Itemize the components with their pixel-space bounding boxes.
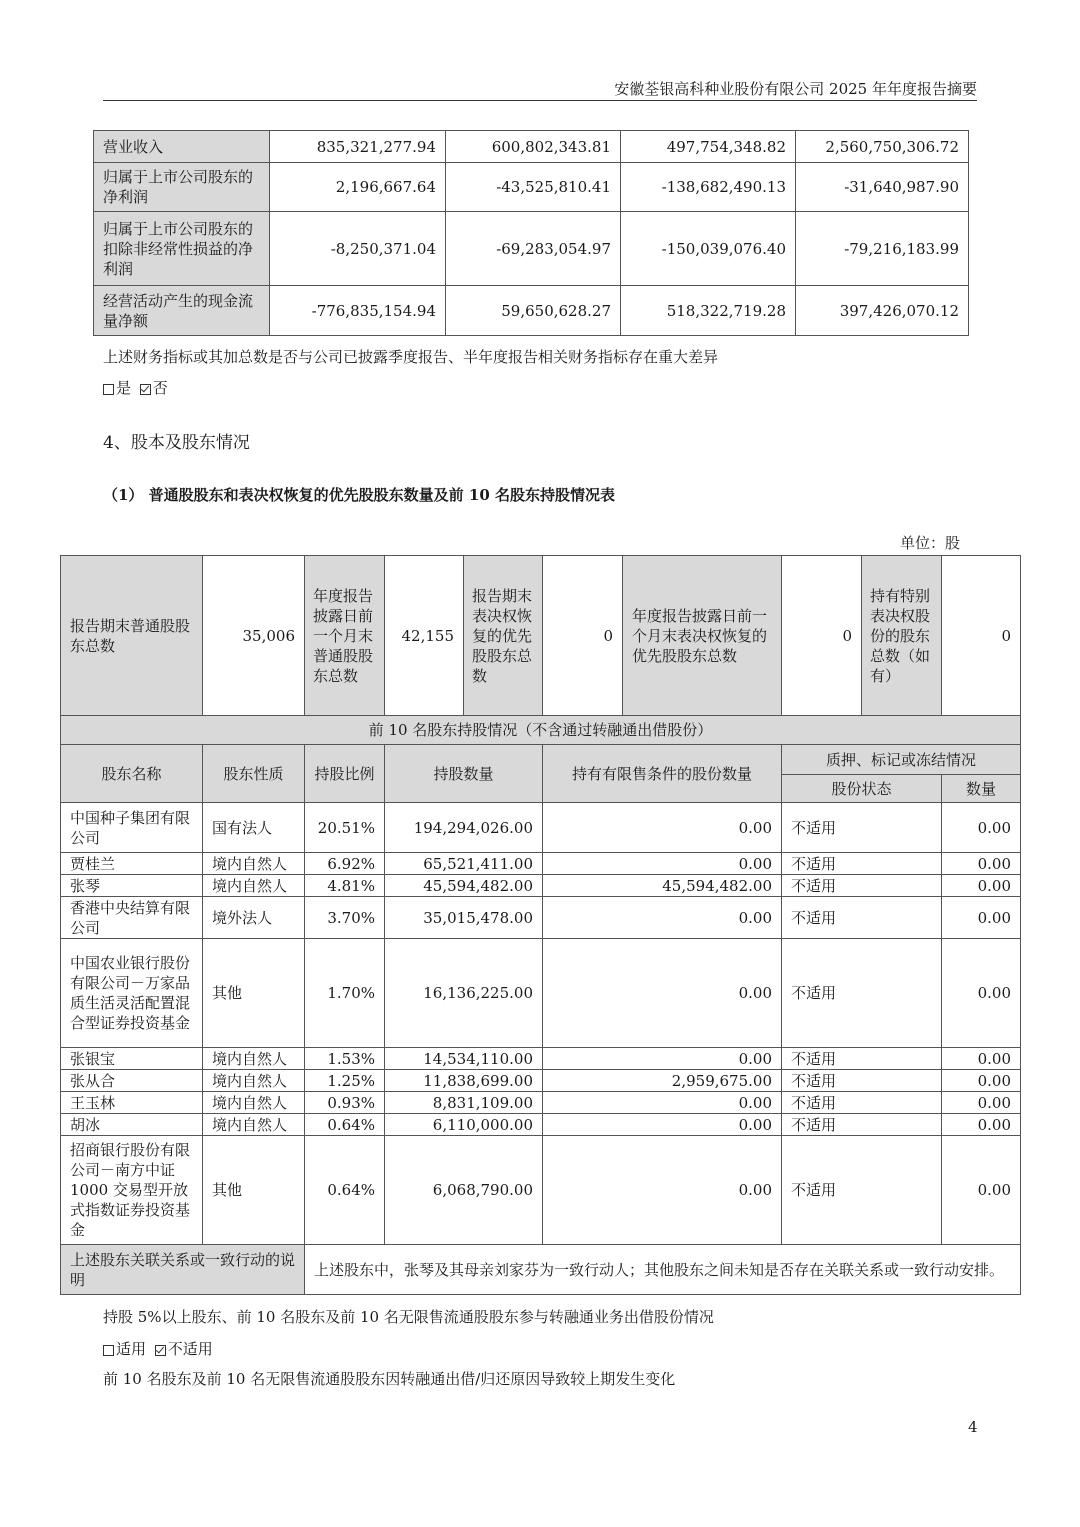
table-row bbox=[94, 212, 969, 286]
applicable-checkbox[interactable] bbox=[103, 1345, 114, 1356]
holding-ratio: 4.81% bbox=[305, 875, 385, 897]
shareholder-name: 香港中央结算有限公司 bbox=[61, 897, 203, 939]
summary-label: 报告期末表决权恢复的优先股股东总数 bbox=[464, 556, 543, 716]
row-label: 归属于上市公司股东的扣除非经常性损益的净利润 bbox=[94, 212, 270, 286]
quarter-value: -776,835,154.94 bbox=[270, 286, 446, 336]
holding-qty: 8,831,109.00 bbox=[385, 1092, 543, 1114]
pledge-amount: 0.00 bbox=[942, 875, 1021, 897]
shareholder-name: 张银宝 bbox=[61, 1048, 203, 1070]
yes-label: 是 bbox=[116, 379, 132, 397]
lending-line1: 持股 5%以上股东、前 10 名股东及前 10 名无限售流通股股东参与转融通业务出借股份情况 bbox=[103, 1308, 714, 1326]
share-status: 不适用 bbox=[782, 939, 942, 1048]
summary-value: 0 bbox=[942, 556, 1021, 716]
share-status: 不适用 bbox=[782, 1070, 942, 1092]
applicable-label: 适用 bbox=[116, 1340, 147, 1358]
top10-title: 前 10 名股东持股情况（不含通过转融通出借股份） bbox=[61, 716, 1021, 745]
quarter-value: -8,250,371.04 bbox=[270, 212, 446, 286]
restricted-qty: 0.00 bbox=[543, 1114, 782, 1136]
restricted-qty: 2,959,675.00 bbox=[543, 1070, 782, 1092]
row-label: 归属于上市公司股东的净利润 bbox=[94, 163, 270, 212]
pledge-amount: 0.00 bbox=[942, 1048, 1021, 1070]
holding-qty: 16,136,225.00 bbox=[385, 939, 543, 1048]
pledge-amount: 0.00 bbox=[942, 1092, 1021, 1114]
restricted-qty: 0.00 bbox=[543, 1048, 782, 1070]
shareholder-nature: 其他 bbox=[203, 1136, 305, 1245]
holding-ratio: 1.53% bbox=[305, 1048, 385, 1070]
table-row bbox=[61, 939, 1021, 1048]
yes-checkbox[interactable] bbox=[103, 384, 114, 395]
header-divider bbox=[103, 100, 977, 101]
pledge-amount: 0.00 bbox=[942, 803, 1021, 853]
lending-options bbox=[103, 1338, 213, 1359]
holding-ratio: 0.64% bbox=[305, 1136, 385, 1245]
shareholder-table bbox=[60, 555, 1021, 1295]
pledge-amount: 0.00 bbox=[942, 1070, 1021, 1092]
shareholder-name: 招商银行股份有限公司－南方中证 1000 交易型开放式指数证券投资基金 bbox=[61, 1136, 203, 1245]
pledge-amount: 0.00 bbox=[942, 1114, 1021, 1136]
share-status: 不适用 bbox=[782, 853, 942, 875]
restricted-qty: 0.00 bbox=[543, 939, 782, 1048]
report-header-title: 安徽荃银高科种业股份有限公司 2025 年年度报告摘要 bbox=[614, 80, 977, 98]
pledge-amount: 0.00 bbox=[942, 897, 1021, 939]
quarter-value: -43,525,810.41 bbox=[446, 163, 621, 212]
shareholder-nature: 境内自然人 bbox=[203, 1114, 305, 1136]
quarterly-financial-table bbox=[93, 130, 969, 336]
page-number: 4 bbox=[968, 1418, 978, 1436]
summary-label: 报告期末普通股股东总数 bbox=[61, 556, 203, 716]
holding-qty: 194,294,026.00 bbox=[385, 803, 543, 853]
holding-qty: 45,594,482.00 bbox=[385, 875, 543, 897]
share-status: 不适用 bbox=[782, 1114, 942, 1136]
row-label: 营业收入 bbox=[94, 131, 270, 163]
header-nature: 股东性质 bbox=[203, 745, 305, 803]
discrepancy-options bbox=[103, 377, 168, 398]
summary-label: 持有特别表决权股份的股东总数（如有） bbox=[862, 556, 942, 716]
share-status: 不适用 bbox=[782, 803, 942, 853]
not-applicable-checkbox[interactable] bbox=[155, 1345, 166, 1356]
share-status: 不适用 bbox=[782, 897, 942, 939]
header-restricted: 持有有限售条件的股份数量 bbox=[543, 745, 782, 803]
quarter-value: 518,322,719.28 bbox=[621, 286, 796, 336]
table-row bbox=[61, 1048, 1021, 1070]
shareholder-name: 中国种子集团有限公司 bbox=[61, 803, 203, 853]
header-row bbox=[61, 745, 1021, 775]
quarter-value: 600,802,343.81 bbox=[446, 131, 621, 163]
share-status: 不适用 bbox=[782, 1136, 942, 1245]
shareholder-nature: 国有法人 bbox=[203, 803, 305, 853]
relation-row bbox=[61, 1245, 1021, 1295]
quarter-value: -69,283,054.97 bbox=[446, 212, 621, 286]
subsection-1-title: （1） 普通股股东和表决权恢复的优先股股东数量及前 10 名股东持股情况表 bbox=[103, 486, 615, 504]
holding-ratio: 1.70% bbox=[305, 939, 385, 1048]
shareholder-nature: 境内自然人 bbox=[203, 875, 305, 897]
shareholder-name: 胡冰 bbox=[61, 1114, 203, 1136]
shareholder-name: 张琴 bbox=[61, 875, 203, 897]
holding-qty: 14,534,110.00 bbox=[385, 1048, 543, 1070]
relation-text: 上述股东中，张琴及其母亲刘家芬为一致行动人；其他股东之间未知是否存在关联关系或一致行动安排。 bbox=[305, 1245, 1021, 1295]
shareholder-nature: 境内自然人 bbox=[203, 1070, 305, 1092]
discrepancy-question: 上述财务指标或其加总数是否与公司已披露季度报告、半年度报告相关财务指标存在重大差异 bbox=[103, 348, 719, 366]
no-label: 否 bbox=[152, 379, 168, 397]
top10-title-row bbox=[61, 716, 1021, 745]
holding-ratio: 6.92% bbox=[305, 853, 385, 875]
restricted-qty: 0.00 bbox=[543, 853, 782, 875]
quarter-value: 59,650,628.27 bbox=[446, 286, 621, 336]
pledge-amount: 0.00 bbox=[942, 1136, 1021, 1245]
header-ratio: 持股比例 bbox=[305, 745, 385, 803]
quarter-value: -150,039,076.40 bbox=[621, 212, 796, 286]
holding-qty: 65,521,411.00 bbox=[385, 853, 543, 875]
section-4-title: 4、股本及股东情况 bbox=[103, 433, 250, 453]
shareholder-nature: 境内自然人 bbox=[203, 853, 305, 875]
table-row bbox=[61, 803, 1021, 853]
quarter-value: -79,216,183.99 bbox=[796, 212, 969, 286]
summary-value: 0 bbox=[543, 556, 623, 716]
header-amount: 数量 bbox=[942, 775, 1021, 803]
summary-label: 年度报告披露日前一个月末普通股股东总数 bbox=[305, 556, 385, 716]
shareholder-nature: 境内自然人 bbox=[203, 1092, 305, 1114]
holding-ratio: 0.64% bbox=[305, 1114, 385, 1136]
table-row bbox=[61, 1136, 1021, 1245]
table-row bbox=[61, 853, 1021, 875]
no-checkbox[interactable] bbox=[140, 384, 151, 395]
header-qty: 持股数量 bbox=[385, 745, 543, 803]
shareholder-nature: 境外法人 bbox=[203, 897, 305, 939]
unit-label: 单位：股 bbox=[899, 534, 960, 552]
holding-qty: 6,110,000.00 bbox=[385, 1114, 543, 1136]
restricted-qty: 0.00 bbox=[543, 803, 782, 853]
header-pledge: 质押、标记或冻结情况 bbox=[782, 745, 1021, 775]
holding-qty: 11,838,699.00 bbox=[385, 1070, 543, 1092]
table-row bbox=[94, 163, 969, 212]
table-row bbox=[61, 1114, 1021, 1136]
quarter-value: 497,754,348.82 bbox=[621, 131, 796, 163]
table-row bbox=[61, 875, 1021, 897]
lending-line3: 前 10 名股东及前 10 名无限售流通股股东因转融通出借/归还原因导致较上期发生变化 bbox=[103, 1370, 676, 1388]
shareholder-name: 贾桂兰 bbox=[61, 853, 203, 875]
holding-ratio: 0.93% bbox=[305, 1092, 385, 1114]
quarter-value: 2,196,667.64 bbox=[270, 163, 446, 212]
shareholder-nature: 境内自然人 bbox=[203, 1048, 305, 1070]
header-name: 股东名称 bbox=[61, 745, 203, 803]
quarter-value: 397,426,070.12 bbox=[796, 286, 969, 336]
quarter-value: -31,640,987.90 bbox=[796, 163, 969, 212]
holding-qty: 6,068,790.00 bbox=[385, 1136, 543, 1245]
table-row bbox=[61, 897, 1021, 939]
not-applicable-label: 不适用 bbox=[167, 1340, 213, 1358]
share-status: 不适用 bbox=[782, 875, 942, 897]
pledge-amount: 0.00 bbox=[942, 939, 1021, 1048]
header-status: 股份状态 bbox=[782, 775, 942, 803]
shareholder-nature: 其他 bbox=[203, 939, 305, 1048]
holding-ratio: 20.51% bbox=[305, 803, 385, 853]
table-row bbox=[61, 1070, 1021, 1092]
quarter-value: 2,560,750,306.72 bbox=[796, 131, 969, 163]
summary-value: 42,155 bbox=[385, 556, 464, 716]
quarter-value: -138,682,490.13 bbox=[621, 163, 796, 212]
summary-value: 0 bbox=[782, 556, 862, 716]
relation-label: 上述股东关联关系或一致行动的说明 bbox=[61, 1245, 305, 1295]
holding-ratio: 1.25% bbox=[305, 1070, 385, 1092]
share-status: 不适用 bbox=[782, 1092, 942, 1114]
table-row bbox=[94, 286, 969, 336]
summary-row bbox=[61, 556, 1021, 716]
restricted-qty: 0.00 bbox=[543, 897, 782, 939]
pledge-amount: 0.00 bbox=[942, 853, 1021, 875]
table-row bbox=[61, 1092, 1021, 1114]
shareholder-name: 王玉林 bbox=[61, 1092, 203, 1114]
holding-ratio: 3.70% bbox=[305, 897, 385, 939]
restricted-qty: 45,594,482.00 bbox=[543, 875, 782, 897]
table-row bbox=[94, 131, 969, 163]
shareholder-name: 张从合 bbox=[61, 1070, 203, 1092]
shareholder-name: 中国农业银行股份有限公司－万家品质生活灵活配置混合型证券投资基金 bbox=[61, 939, 203, 1048]
quarter-value: 835,321,277.94 bbox=[270, 131, 446, 163]
restricted-qty: 0.00 bbox=[543, 1136, 782, 1245]
row-label: 经营活动产生的现金流量净额 bbox=[94, 286, 270, 336]
summary-label: 年度报告披露日前一个月末表决权恢复的优先股股东总数 bbox=[623, 556, 782, 716]
share-status: 不适用 bbox=[782, 1048, 942, 1070]
holding-qty: 35,015,478.00 bbox=[385, 897, 543, 939]
summary-value: 35,006 bbox=[203, 556, 305, 716]
restricted-qty: 0.00 bbox=[543, 1092, 782, 1114]
